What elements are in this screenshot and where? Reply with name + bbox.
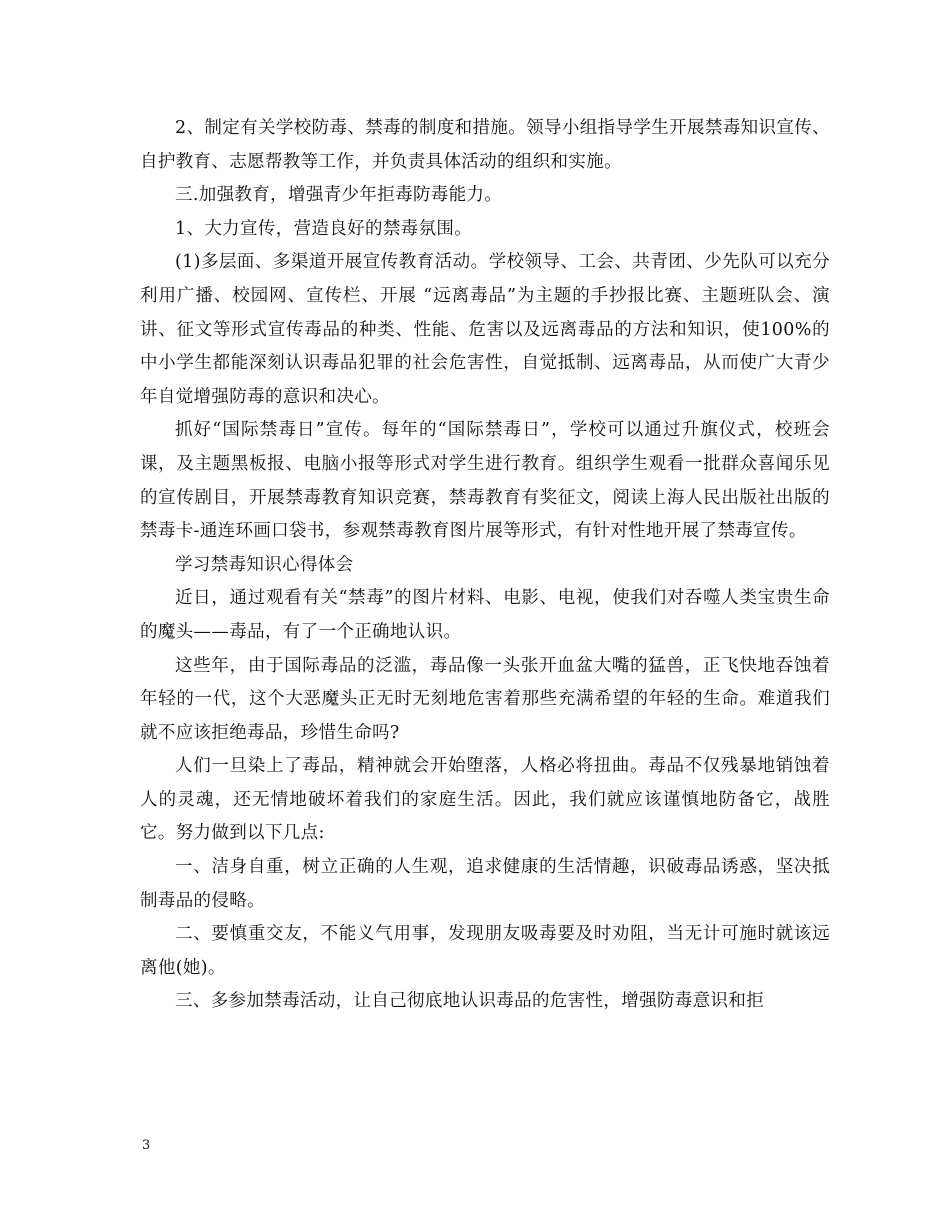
article-title: 学习禁毒知识心得体会 (175, 554, 354, 575)
paragraph: 这些年，由于国际毒品的泛滥，毒品像一头张开血盆大嘴的猛兽，正飞快地吞蚀着年轻的一代，这个大恶魔头正无时无刻地危害着那些充满希望的年轻的生命。难道我们就不应该拒绝毒品，珍惜生命吗? (140, 655, 830, 743)
list-item: 二、要慎重交友，不能义气用事，发现朋友吸毒要及时劝阻，当无计可施时就该远离他(她)。 (140, 924, 830, 978)
paragraph: (1)多层面、多渠道开展宣传教育活动。学校领导、工会、共青团、少先队可以充分利用广播、校园网、宣传栏、开展 “远离毒品”为主题的手抄报比赛、主题班队会、演讲、征文等形式宣传毒品的种类、性能、危害以及远离毒品的方法和知识，使100%的中小学生都能深刻认识毒品犯罪的社会危害性，自觉抵制、远离毒品，从而使广大青少年自觉增强防毒的意识和决心。 (140, 252, 830, 407)
paragraph: 近日，通过观看有关“禁毒”的图片材料、电影、电视，使我们对吞噬人类宝贵生命的魔头——毒品，有了一个正确地认识。 (140, 588, 830, 642)
paragraph: 2、制定有关学校防毒、禁毒的制度和措施。领导小组指导学生开展禁毒知识宣传、自护教育、志愿帮教等工作，并负责具体活动的组织和实施。 (140, 118, 830, 172)
list-item: 一、洁身自重，树立正确的人生观，追求健康的生活情趣，识破毒品诱惑，坚决抵制毒品的侵略。 (140, 857, 830, 911)
paragraph: 人们一旦染上了毒品，精神就会开始堕落，人格必将扭曲。毒品不仅残暴地销蚀着人的灵魂，还无情地破坏着我们的家庭生活。因此，我们就应该谨慎地防备它，战胜它。努力做到以下几点: (140, 756, 830, 844)
subsection-heading: 1、大力宣传，营造良好的禁毒氛围。 (175, 218, 473, 239)
document-body (140, 112, 830, 1019)
list-item: 三、多参加禁毒活动，让自己彻底地认识毒品的危害性，增强防毒意识和拒 (175, 991, 765, 1012)
paragraph: 抓好“国际禁毒日”宣传。每年的“国际禁毒日”，学校可以通过升旗仪式，校班会课，及主题黑板报、电脑小报等形式对学生进行教育。组织学生观看一批群众喜闻乐见的宣传剧目，开展禁毒教育知识竞赛，禁毒教育有奖征文，阅读上海人民出版社出版的禁毒卡-通连环画口袋书，参观禁毒教育图片展等形式，有针对性地开展了禁毒宣传。 (140, 420, 830, 542)
section-heading: 三.加强教育，增强青少年拒毒防毒能力。 (175, 185, 503, 206)
page-number: 3 (142, 1138, 151, 1153)
